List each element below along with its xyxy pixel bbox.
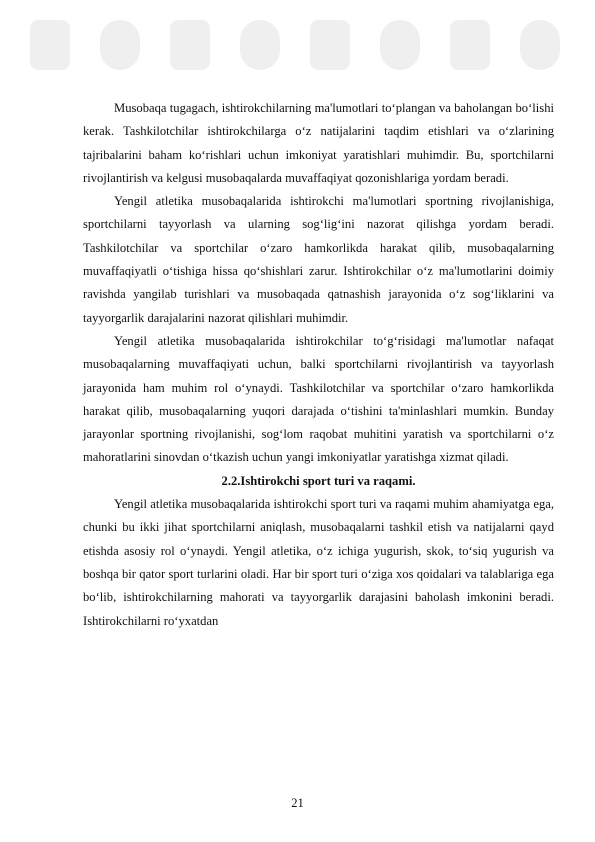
paragraph: Yengil atletika musobaqalarida ishtirokchi sport turi va raqami muhim ahamiyatga ega, chunki bu ikki jihat sportchilarni aniqlash, musobaqalarni tashkil etish va natijalarni qayd etishda asosiy rol o‘ynaydi. Yengil atletika, o‘z ichiga yugurish, skok, to‘siq yugurish va boshqa bir qator sport turlarini oladi. Har bir sport turi o‘ziga xos qoidalari va talablariga ega bo‘lib, ishtirokchilarning mahorati va tayyorgarlik darajasini baholash imkonini beradi. Ishtirokchilarni ro‘yxatdan bbox=[83, 497, 554, 628]
section-heading: 2.2.Ishtirokchi sport turi va raqami. bbox=[221, 473, 416, 488]
watermark-logo bbox=[20, 10, 575, 80]
page-number: 21 bbox=[291, 796, 304, 810]
paragraph: Musobaqa tugagach, ishtirokchilarning ma'lumotlari to‘plangan va baholangan bo‘lishi kerak. Tashkilotchilar ishtirokchilarga o‘z natijalarini taqdim etishlari va o‘zlarining tajribalarini baham ko‘rishlari uchun imkoniyat yaratishlari muhimdir. Bu, sportchilarni rivojlantirish va kelgusi musobaqalarda muvaffaqiyat qozonishlariga yordam beradi. bbox=[83, 101, 554, 185]
paragraph: Yengil atletika musobaqalarida ishtirokchilar to‘g‘risidagi ma'lumotlar nafaqat musobaqalarning muvaffaqiyati uchun, balki sportchilarni rivojlantirish va tayyorlash jarayonida ham muhim rol o‘ynaydi. Tashkilotchilar va sportchilar o‘zaro hamkorlikda harakat qilib, musobaqalarning yuqori darajada o‘tishini ta'minlashlari mumkin. Bunday jarayonlar sportning rivojlanishi, sog‘lom raqobat muhitini yaratish va sportchilarni o‘z mahoratlarini sinovdan o‘tkazish uchun yangi imkoniyatlar yaratishga xizmat qiladi. bbox=[83, 333, 554, 465]
paragraph: Yengil atletika musobaqalarida ishtirokchi ma'lumotlari sportning rivojlanishiga, sportchilarni tayyorlash va ularning sog‘lig‘ini nazorat qilishga yordam beradi. Tashkilotchilar va sportchilar o‘zaro hamkorlikda harakat qilib, musobaqalarning muvaffaqiyatli o‘tishiga hissa qo‘shishlari zarur. Ishtirokchilar o‘z ma'lumotlarini doimiy ravishda yangilab turishlari va musobaqada qatnashish jarayonida o‘z sog‘liklarini va tayyorgarlik darajalarini nazorat qilishlari muhimdir. bbox=[83, 194, 554, 325]
document-body bbox=[83, 97, 554, 633]
